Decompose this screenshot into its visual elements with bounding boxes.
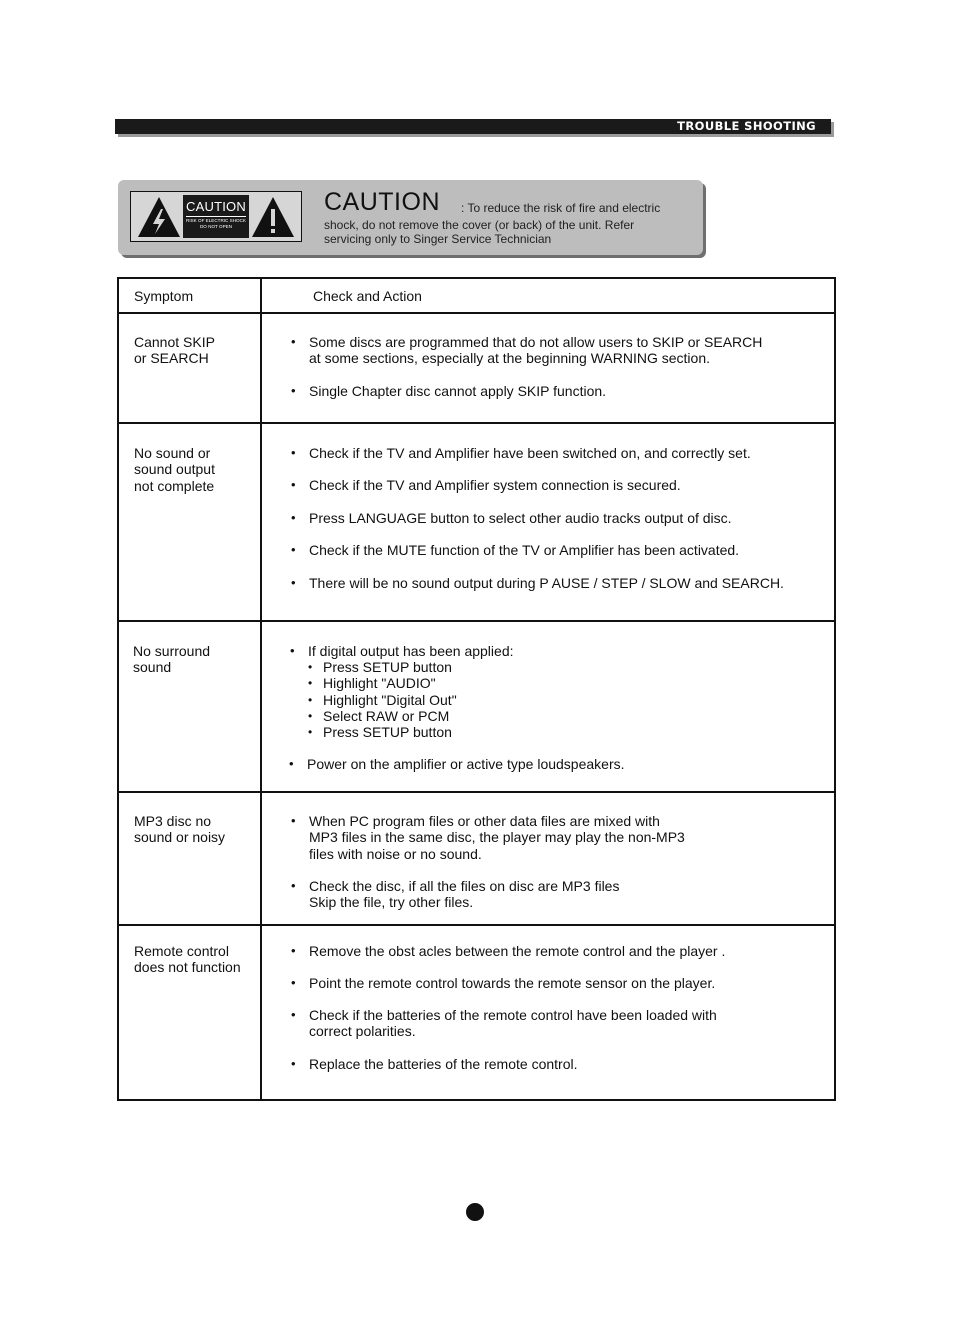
symptom-remote-control: Remote control does not function: [134, 943, 241, 976]
row-divider: [119, 620, 834, 622]
row-divider: [119, 422, 834, 424]
action-item: • Remove the obst acles between the remote control and the player .: [291, 943, 726, 959]
row-divider: [119, 924, 834, 926]
caution-label-small-2: DO NOT OPEN: [199, 223, 233, 229]
action-item: • Check if the TV and Amplifier system connection is secured.: [291, 477, 681, 493]
action-item: • Point the remote control towards the remote sensor on the player.: [291, 975, 716, 991]
caution-banner: [118, 180, 703, 255]
symptom-cannot-skip: Cannot SKIP or SEARCH: [134, 334, 215, 367]
column-divider: [260, 279, 262, 1099]
symptom-mp3-disc: MP3 disc no sound or noisy: [134, 813, 226, 846]
caution-text-line-3: servicing only to Singer Service Technician: [324, 232, 552, 246]
caution-label-small-1: RISK OF ELECTRIC SHOCK: [186, 218, 246, 223]
symptom-no-surround: No surround sound: [133, 643, 211, 676]
setup-step: • Press SETUP button: [308, 659, 452, 675]
trouble-shooting-table: [117, 277, 836, 1101]
column-header-check-action: Check and Action: [313, 288, 422, 304]
symptom-no-sound: No sound or sound output not complete: [134, 445, 215, 494]
caution-label-center: [183, 195, 249, 238]
section-title: TROUBLE SHOOTING: [677, 119, 816, 133]
action-item: • Replace the batteries of the remote control.: [291, 1056, 578, 1072]
setup-step: • Highlight "AUDIO": [308, 675, 436, 692]
setup-steps-list: [308, 659, 457, 740]
caution-text-line-2: shock, do not remove the cover (or back) of the unit. Refer: [324, 218, 635, 232]
action-item: • When PC program files or other data files are mixed with MP3 files in the same disc, the player may play the non-MP3 files with noise or no sound.: [291, 813, 685, 862]
header-bar: [115, 119, 831, 134]
setup-step: • Highlight "Digital Out": [308, 691, 457, 708]
setup-step: • Press SETUP button: [308, 724, 452, 741]
action-item: • Single Chapter disc cannot apply SKIP function.: [291, 383, 607, 399]
caution-label-word: CAUTION: [186, 199, 246, 214]
action-item: • Press LANGUAGE button to select other audio tracks output of disc.: [291, 510, 732, 526]
row-divider: [119, 791, 834, 793]
caution-label: [130, 191, 302, 242]
caution-text-line-1: : To reduce the risk of fire and electric: [461, 201, 661, 215]
lightning-warning-icon: [136, 195, 182, 239]
page-marker-dot: [466, 1203, 484, 1221]
column-header-symptom: Symptom: [134, 288, 194, 304]
exclamation-warning-icon: [250, 195, 296, 239]
setup-step: • Select RAW or PCM: [308, 707, 450, 724]
action-item: • Check if the batteries of the remote control have been loaded with correct polarities.: [291, 1007, 717, 1040]
action-item: • If digital output has been applied:: [290, 643, 514, 659]
action-item: • Check the disc, if all the files on disc are MP3 files Skip the file, try other files.: [291, 878, 620, 911]
caution-heading: CAUTION: [324, 188, 440, 216]
action-item: • There will be no sound output during P AUSE / STEP / SLOW and SEARCH.: [291, 575, 784, 591]
label-rule: [186, 216, 246, 217]
action-item: • Check if the MUTE function of the TV or Amplifier has been activated.: [291, 542, 740, 558]
action-item: • Power on the amplifier or active type loudspeakers.: [289, 756, 625, 772]
action-item: • Some discs are programmed that do not allow users to SKIP or SEARCH at some sections, especially at the beginning WARNING section.: [291, 334, 763, 367]
row-divider: [119, 312, 834, 314]
action-item: • Check if the TV and Amplifier have been switched on, and correctly set.: [291, 445, 751, 461]
